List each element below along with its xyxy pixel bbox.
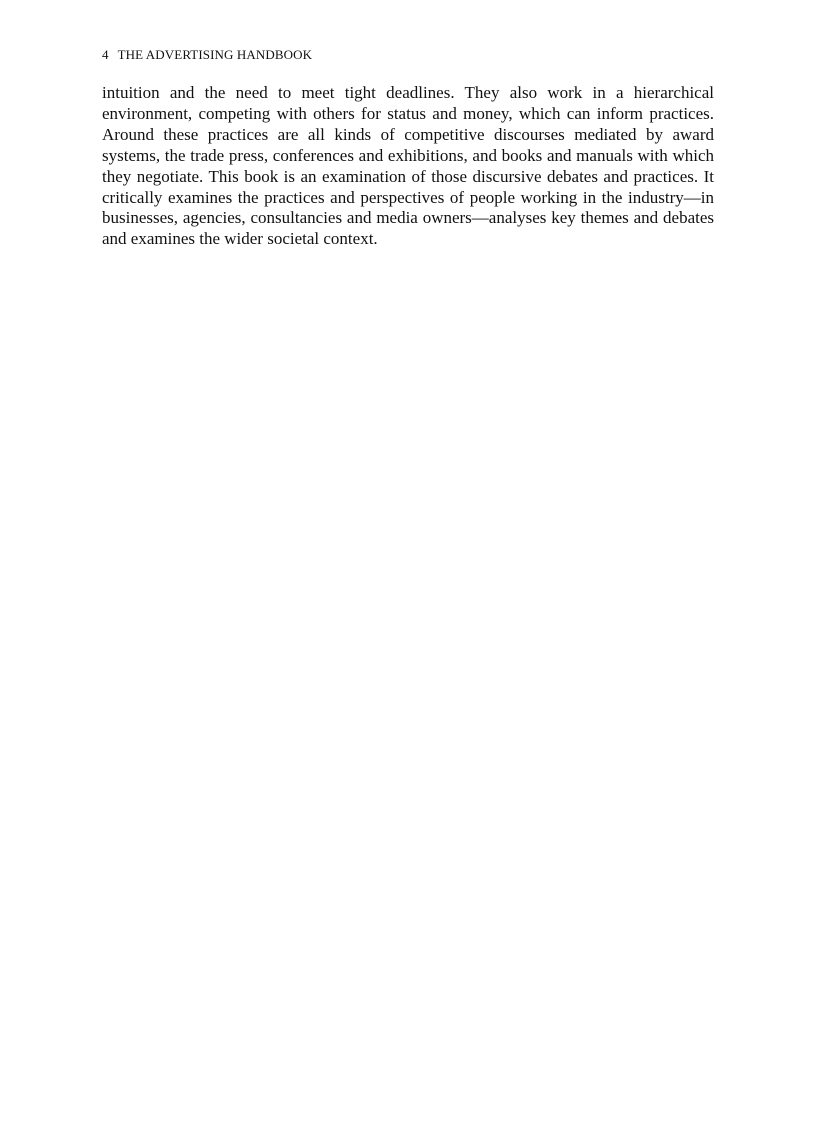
body-paragraph: intuition and the need to meet tight deadlines. They also work in a hierarchical environment, competing with others for status and money, which can inform practices. Around these practices are all kinds of competitive discourses mediated by award systems, the trade press, conferences and exhibitions, and books and manuals with which they negotiate. This book is an examination of those discursive debates and practices. It critically examines the practices and perspectives of people working in the industry—in businesses, agencies, consultancies and media owners—analyses key themes and debates and examines the wider societal context. bbox=[102, 83, 714, 249]
running-head bbox=[102, 47, 312, 63]
running-head-title: THE ADVERTISING HANDBOOK bbox=[117, 47, 313, 62]
page-number: 4 bbox=[102, 47, 109, 62]
